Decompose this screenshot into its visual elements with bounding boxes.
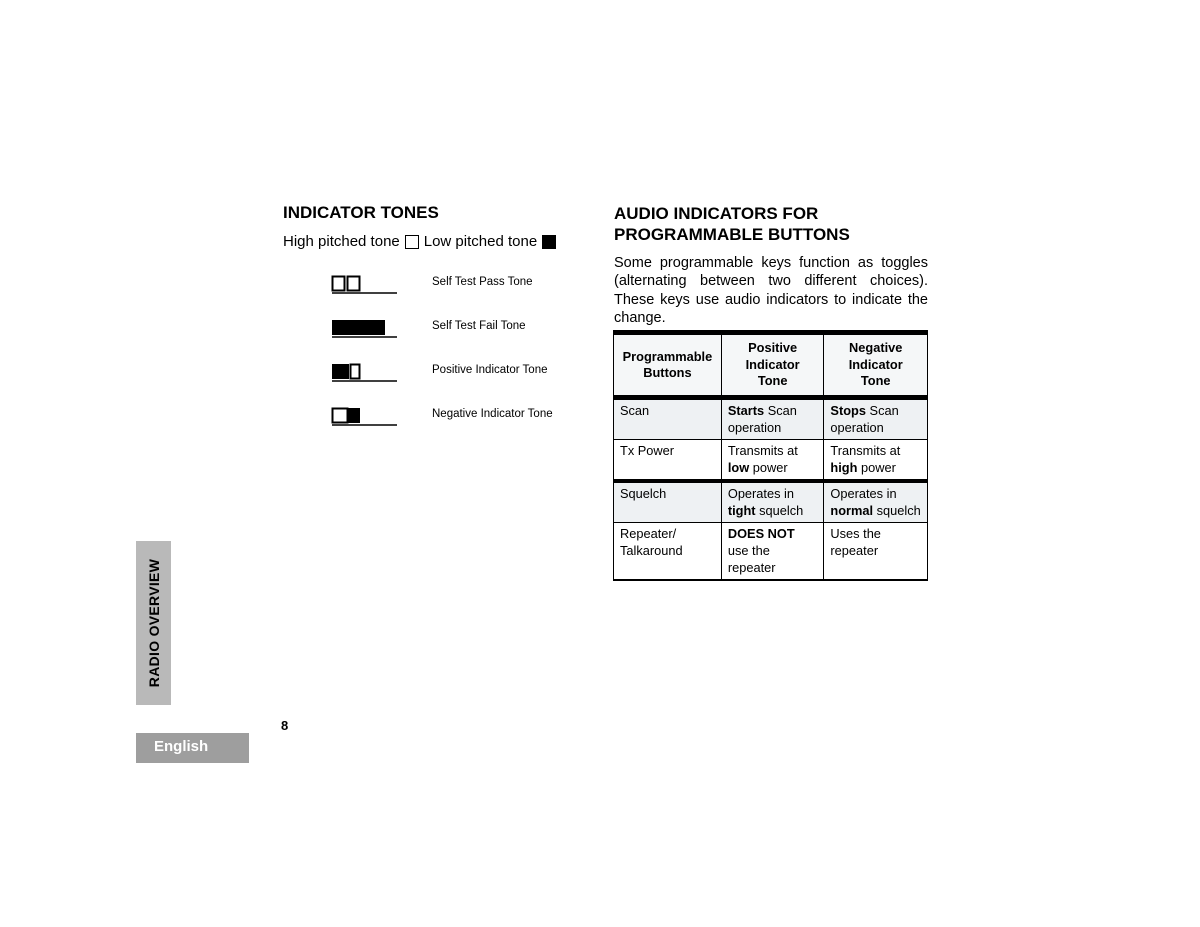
header-programmable-buttons — [614, 333, 722, 398]
section-side-tab — [136, 541, 171, 705]
cell-text: power — [749, 460, 788, 475]
table-row-repeater-talkaround — [614, 523, 928, 581]
cell-text: squelch — [755, 503, 804, 518]
emphasis: normal — [830, 503, 874, 518]
cell-text: Uses the repeater — [830, 526, 881, 558]
indicator-tones-heading: INDICATOR TONES — [283, 203, 439, 222]
cell-text: Transmits at — [727, 443, 798, 458]
audio-indicators-heading-line-1: AUDIO INDICATORS FOR — [614, 204, 819, 223]
page-number: 8 — [281, 718, 289, 733]
tone-row-self-test-fail — [331, 318, 571, 340]
negative-cell — [824, 440, 928, 482]
cell-text: Scan operation — [727, 403, 797, 435]
header-text: Indicator — [745, 356, 800, 372]
emphasis: high — [830, 460, 858, 475]
emphasis: DOES NOT — [727, 526, 795, 541]
positive-cell — [721, 481, 824, 523]
negative-cell — [824, 523, 928, 581]
emphasis: low — [727, 460, 750, 475]
header-text: Tone — [757, 373, 788, 389]
header-text: Programmable — [622, 348, 713, 364]
header-text: Negative — [849, 340, 903, 356]
self-test-fail-tone-icon — [331, 318, 397, 340]
negative-indicator-tone-label: Negative Indicator Tone — [432, 408, 553, 420]
self-test-fail-tone-label: Self Test Fail Tone — [432, 320, 526, 332]
emphasis: Stops — [830, 403, 866, 418]
cell-text: squelch — [873, 503, 921, 518]
button-cell: Scan — [614, 398, 722, 440]
low-tone-legend-label: Low pitched tone — [423, 233, 538, 250]
cell-text: Operates in — [727, 486, 795, 501]
cell-text: Repeater/ — [620, 526, 677, 541]
button-cell: Tx Power — [614, 440, 722, 482]
tone-row-self-test-pass — [331, 274, 571, 296]
header-negative-indicator-tone — [824, 333, 928, 398]
emphasis: Starts — [727, 403, 765, 418]
audio-indicators-table — [613, 330, 928, 581]
emphasis: tight — [727, 503, 756, 518]
high-tone-square-icon — [405, 235, 419, 249]
audio-indicators-heading-line-2: PROGRAMMABLE BUTTONS — [614, 225, 850, 244]
positive-cell — [721, 440, 824, 482]
positive-indicator-tone-label: Positive Indicator Tone — [432, 364, 548, 376]
cell-text: Operates in — [830, 486, 897, 501]
header-text: Buttons — [643, 365, 692, 380]
button-cell: Squelch — [614, 481, 722, 523]
table-row-scan — [614, 398, 928, 440]
header-text: Tone — [860, 373, 891, 389]
table-row-tx-power — [614, 440, 928, 482]
self-test-pass-tone-icon — [331, 274, 397, 296]
header-positive-indicator-tone — [721, 333, 824, 398]
cell-text: use the repeater — [727, 543, 776, 575]
cell-text: Talkaround — [620, 543, 683, 558]
tone-legend — [283, 233, 561, 250]
positive-cell — [721, 523, 824, 581]
positive-indicator-tone-icon — [331, 362, 397, 384]
audio-indicators-heading — [614, 203, 934, 245]
table-row-squelch — [614, 481, 928, 523]
table-header-row — [614, 333, 928, 398]
language-tab-label: English — [154, 738, 209, 755]
button-cell — [614, 523, 722, 581]
cell-text: Transmits at — [830, 443, 901, 458]
low-tone-square-icon — [542, 235, 556, 249]
negative-indicator-tone-icon — [331, 406, 397, 428]
high-tone-legend-label: High pitched tone — [283, 233, 400, 250]
self-test-pass-tone-label: Self Test Pass Tone — [432, 276, 533, 288]
header-text: Indicator — [848, 356, 903, 372]
header-text: Positive — [748, 340, 798, 356]
cell-text: Scan operation — [830, 403, 899, 435]
positive-cell — [721, 398, 824, 440]
section-side-tab-label: RADIO OVERVIEW — [145, 558, 162, 688]
cell-text: power — [857, 460, 896, 475]
negative-cell — [824, 398, 928, 440]
intro-paragraph: Some programmable keys function as toggles (alternating between two different choices). These keys use audio indicators to indicate the change. — [614, 255, 928, 327]
tone-row-positive-indicator — [331, 362, 571, 384]
tone-row-negative-indicator — [331, 406, 571, 428]
language-tab — [136, 733, 249, 763]
negative-cell — [824, 481, 928, 523]
